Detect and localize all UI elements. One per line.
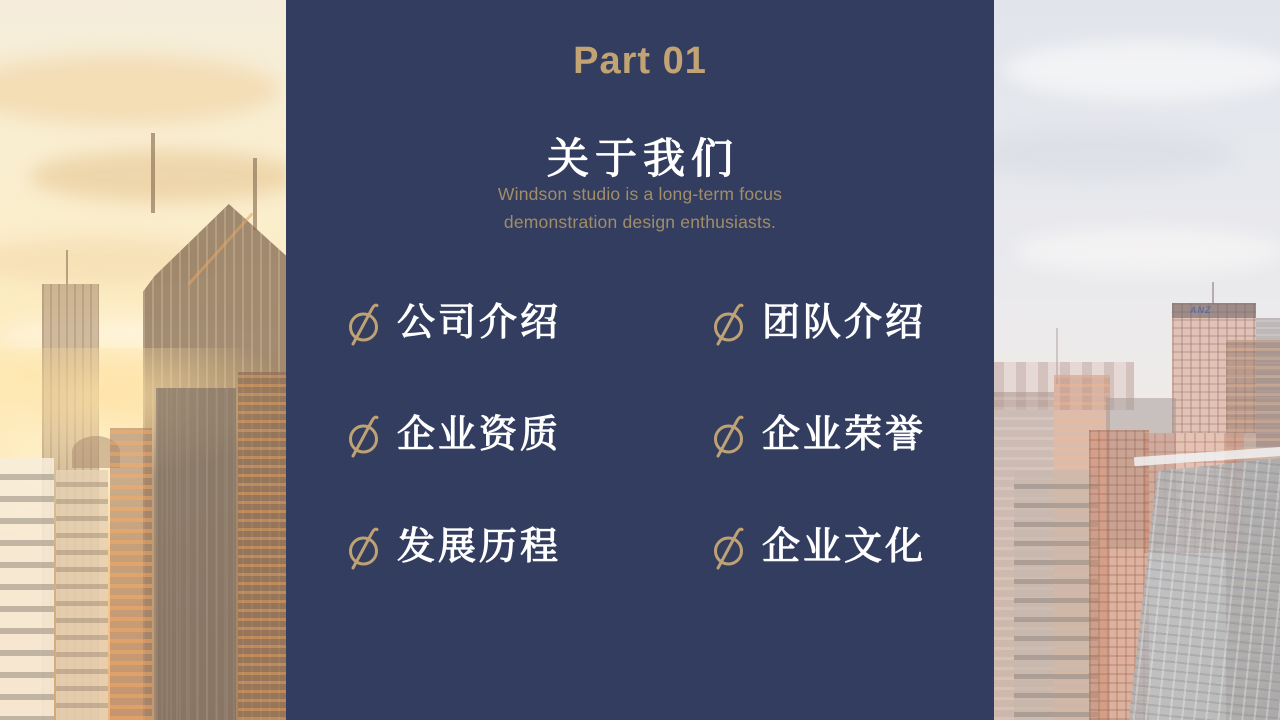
part-label: Part 01 [573, 40, 707, 82]
slashed-circle-icon [711, 412, 749, 458]
content-panel [286, 0, 994, 720]
menu-item-history[interactable] [346, 523, 711, 571]
photo-wash-overlay [994, 0, 1280, 720]
section-title: 关于我们 [546, 135, 739, 182]
slashed-circle-icon [711, 300, 749, 346]
menu-item-honors[interactable] [711, 411, 926, 459]
subtitle-line-1: Windson studio is a long-term focus [497, 184, 783, 204]
photo-wash-overlay [0, 0, 286, 720]
menu-item-label: 企业荣誉 [762, 414, 927, 456]
section-menu [346, 299, 926, 571]
slashed-circle-icon [346, 412, 384, 458]
background-photo-left [0, 0, 286, 720]
anz-sign: ANZ [1190, 305, 1212, 315]
menu-item-qualifications[interactable] [346, 411, 711, 459]
menu-item-label: 企业文化 [762, 526, 927, 568]
subtitle-line-2: demonstration design enthusiasts. [503, 212, 777, 232]
slashed-circle-icon [711, 524, 749, 570]
menu-item-label: 企业资质 [397, 414, 562, 456]
background-photo-right [994, 0, 1280, 720]
menu-item-team-intro[interactable] [711, 299, 926, 347]
menu-item-label: 发展历程 [397, 526, 562, 568]
slashed-circle-icon [346, 524, 384, 570]
slashed-circle-icon [346, 300, 384, 346]
menu-item-company-intro[interactable] [346, 299, 711, 347]
menu-item-culture[interactable] [711, 523, 926, 571]
menu-item-label: 团队介绍 [762, 302, 927, 344]
menu-item-label: 公司介绍 [397, 302, 562, 344]
section-subtitle [286, 180, 994, 236]
